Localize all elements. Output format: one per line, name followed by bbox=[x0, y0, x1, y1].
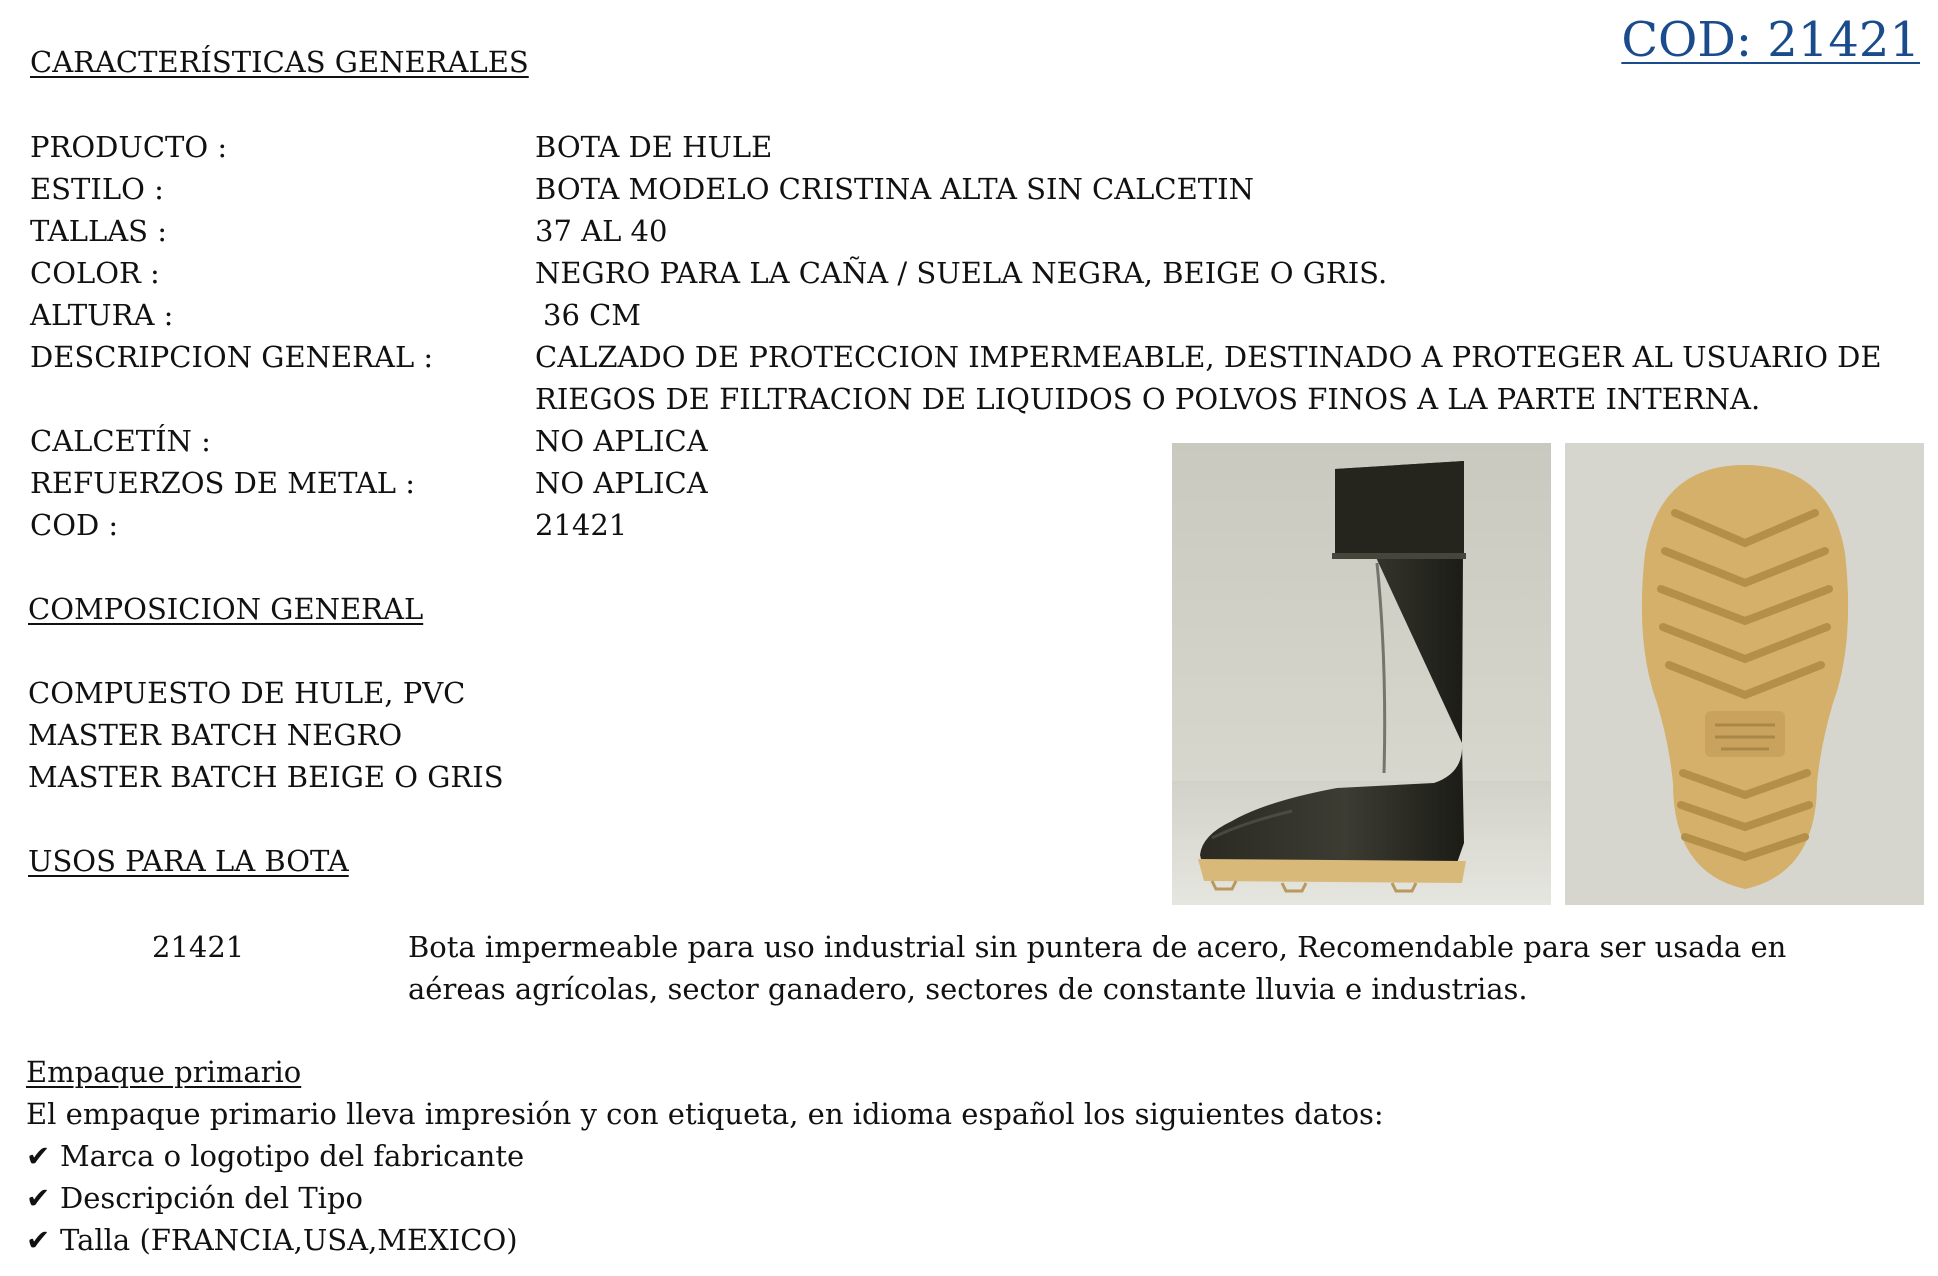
composition-item: MASTER BATCH BEIGE O GRIS bbox=[28, 760, 504, 794]
spec-value-estilo: BOTA MODELO CRISTINA ALTA SIN CALCETIN bbox=[535, 172, 1254, 206]
spec-value-tallas: 37 AL 40 bbox=[535, 214, 668, 248]
uses-code: 21421 bbox=[152, 930, 245, 964]
spec-label-refuerzos: REFUERZOS DE METAL : bbox=[30, 466, 416, 500]
spec-value-color: NEGRO PARA LA CAÑA / SUELA NEGRA, BEIGE O GRIS. bbox=[535, 256, 1388, 290]
spec-label-descripcion: DESCRIPCION GENERAL : bbox=[30, 340, 434, 374]
spec-label-producto: PRODUCTO : bbox=[30, 130, 228, 164]
spec-value-calcetin: NO APLICA bbox=[535, 424, 708, 458]
uses-description-line1: Bota impermeable para uso industrial sin puntera de acero, Recomendable para ser usada en bbox=[408, 930, 1787, 964]
packaging-item-label: Descripción del Tipo bbox=[60, 1181, 363, 1215]
composition-item: COMPUESTO DE HULE, PVC bbox=[28, 676, 466, 710]
packaging-item bbox=[26, 1223, 518, 1257]
packaging-item bbox=[26, 1139, 524, 1173]
boot-sole-tread-photo bbox=[1565, 443, 1924, 905]
packaging-item bbox=[26, 1181, 363, 1215]
spec-value-cod: 21421 bbox=[535, 508, 628, 542]
spec-value-altura: 36 CM bbox=[543, 298, 642, 332]
packaging-item-label: Talla (FRANCIA,USA,MEXICO) bbox=[60, 1223, 518, 1257]
spec-label-estilo: ESTILO : bbox=[30, 172, 164, 206]
packaging-item-label: Marca o logotipo del fabricante bbox=[60, 1139, 525, 1173]
packaging-intro: El empaque primario lleva impresión y con etiqueta, en idioma español los siguientes datos: bbox=[26, 1097, 1384, 1131]
document-code-title: COD: 21421 bbox=[1621, 12, 1920, 68]
spec-label-cod: COD : bbox=[30, 508, 119, 542]
spec-label-altura: ALTURA : bbox=[30, 298, 174, 332]
spec-value-descripcion-line1: CALZADO DE PROTECCION IMPERMEABLE, DESTINADO A PROTEGER AL USUARIO DE bbox=[535, 340, 1882, 374]
spec-label-tallas: TALLAS : bbox=[30, 214, 168, 248]
rubber-boot-side-photo bbox=[1172, 443, 1551, 905]
spec-value-descripcion-line2: RIEGOS DE FILTRACION DE LIQUIDOS O POLVOS FINOS A LA PARTE INTERNA. bbox=[535, 382, 1761, 416]
spec-value-refuerzos: NO APLICA bbox=[535, 466, 708, 500]
check-icon: ✔ bbox=[26, 1223, 51, 1257]
spec-label-color: COLOR : bbox=[30, 256, 160, 290]
uses-heading: USOS PARA LA BOTA bbox=[28, 844, 349, 878]
general-heading: CARACTERÍSTICAS GENERALES bbox=[30, 45, 529, 79]
composition-item: MASTER BATCH NEGRO bbox=[28, 718, 403, 752]
packaging-heading: Empaque primario bbox=[26, 1055, 302, 1089]
check-icon: ✔ bbox=[26, 1181, 51, 1215]
uses-description-line2: aéreas agrícolas, sector ganadero, sectores de constante lluvia e industrias. bbox=[408, 972, 1528, 1006]
check-icon: ✔ bbox=[26, 1139, 51, 1173]
spec-label-calcetin: CALCETÍN : bbox=[30, 424, 211, 458]
composition-heading: COMPOSICION GENERAL bbox=[28, 592, 424, 626]
spec-value-producto: BOTA DE HULE bbox=[535, 130, 773, 164]
